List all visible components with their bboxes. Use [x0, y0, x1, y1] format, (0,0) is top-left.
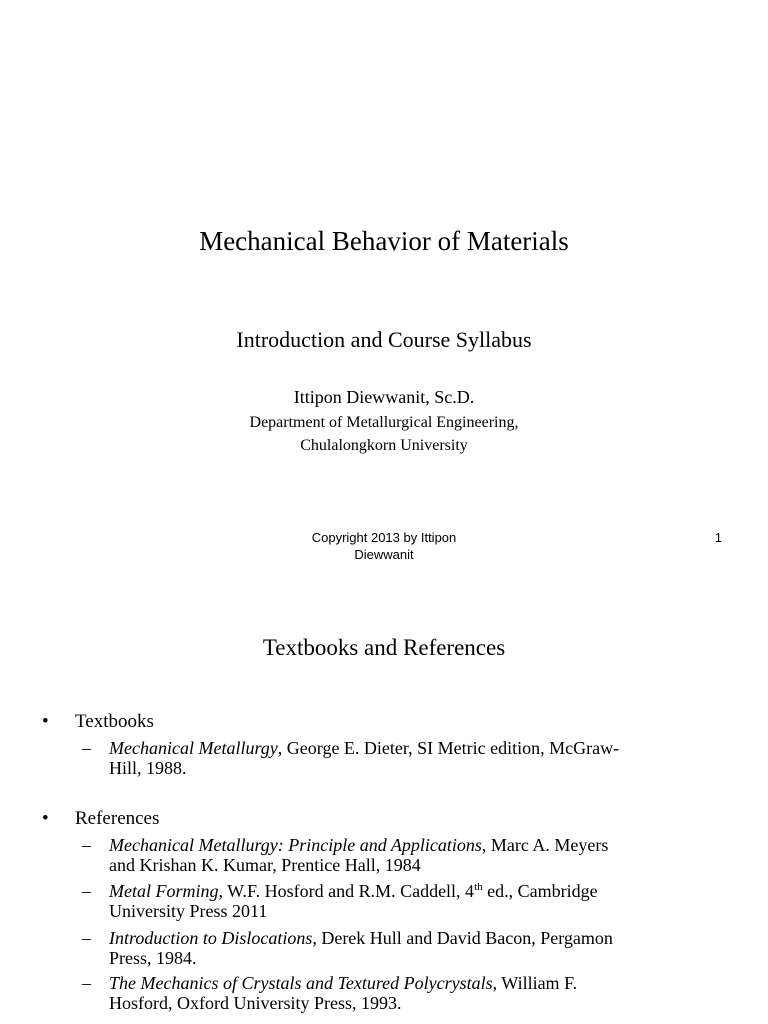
references-heading-label: References — [75, 808, 160, 829]
book-details-continued: Hill, 1988. — [109, 758, 187, 778]
author-name: Ittipon Diewwanit, Sc.D. — [293, 387, 475, 407]
copyright-footer — [284, 529, 484, 563]
copyright-line-1: Copyright 2013 by Ittipon — [311, 530, 457, 545]
book-title: Mechanical Metallurgy — [109, 738, 278, 758]
copyright-line-2: Diewwanit — [354, 547, 414, 562]
references-heading — [42, 808, 159, 830]
book-details-continued: and Krishan K. Kumar, Prentice Hall, 1984 — [109, 855, 421, 875]
book-title: Mechanical Metallurgy: Principle and Applications — [109, 835, 482, 855]
book-details: , Marc A. Meyers — [481, 835, 609, 855]
book-details: , Derek Hull and David Bacon, Pergamon — [312, 928, 613, 948]
book-title: Introduction to Dislocations — [109, 928, 313, 948]
dash-marker: – — [82, 973, 91, 993]
textbooks-heading-label: Textbooks — [75, 711, 154, 732]
dash-marker: – — [82, 835, 91, 855]
affiliation-department: Department of Metallurgical Engineering, — [249, 414, 519, 431]
book-title: Metal Forming — [109, 881, 219, 901]
page-number: 1 — [714, 530, 722, 545]
slide-subtitle: Introduction and Course Syllabus — [236, 327, 532, 352]
bullet-marker: • — [42, 808, 49, 829]
book-title: The Mechanics of Crystals and Textured Polycrystals — [109, 973, 493, 993]
book-details: , William F. — [492, 973, 578, 993]
textbook-entry-text — [109, 738, 723, 778]
references-slide — [0, 580, 768, 1024]
reference-entry-text — [109, 881, 723, 921]
book-details-after-superscript: ed., Cambridge — [482, 881, 598, 901]
reference-entry-text — [109, 928, 723, 968]
textbooks-heading — [42, 711, 154, 733]
affiliation-university: Chulalongkorn University — [300, 437, 468, 454]
book-details-continued: Press, 1984. — [109, 948, 197, 968]
references-slide-title: Textbooks and References — [262, 635, 506, 660]
bullet-marker: • — [42, 711, 49, 732]
dash-marker: – — [82, 881, 91, 901]
book-details: , W.F. Hosford and R.M. Caddell, 4 — [218, 881, 475, 901]
book-details-continued: University Press 2011 — [109, 901, 268, 921]
dash-marker: – — [82, 738, 91, 758]
slide-title: Mechanical Behavior of Materials — [199, 226, 569, 256]
dash-marker: – — [82, 928, 91, 948]
reference-entry-text — [109, 973, 723, 1013]
edition-superscript: th — [474, 881, 483, 893]
book-details: , George E. Dieter, SI Metric edition, McGraw- — [277, 738, 620, 758]
book-details-continued: Hosford, Oxford University Press, 1993. — [109, 993, 402, 1013]
reference-entry-text — [109, 835, 723, 875]
